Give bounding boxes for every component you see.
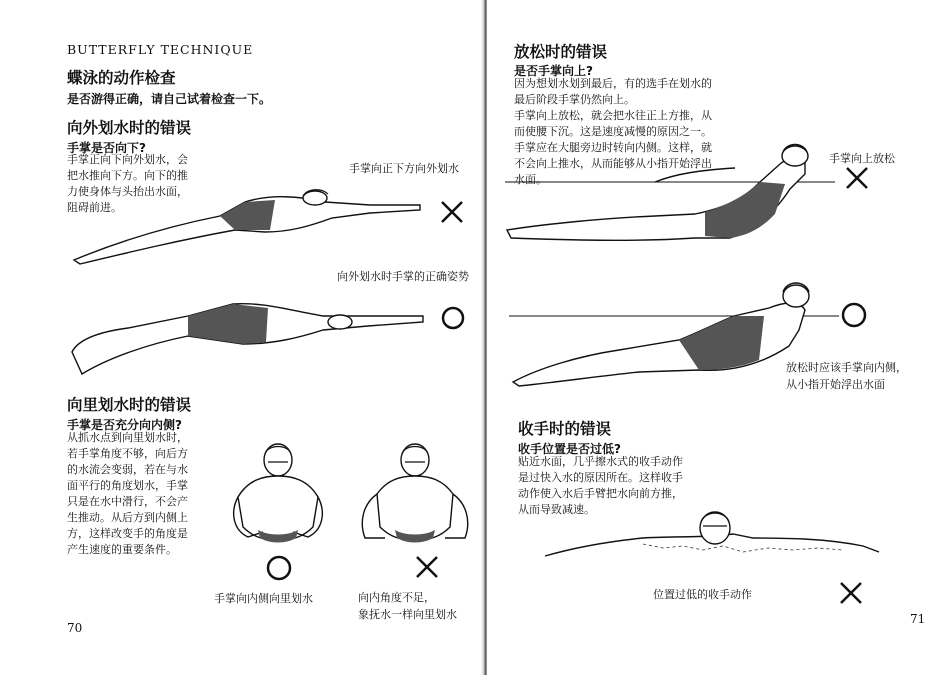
- section-heading-recovery-release: 放松时的错误: [514, 43, 608, 61]
- caption-palm-down: 手掌向正下方向外划水: [349, 162, 459, 175]
- right-page: [487, 0, 950, 675]
- swimmer-front-view-wrong: [355, 442, 475, 552]
- cross-mark-icon: [415, 555, 439, 579]
- page-number-left: 70: [67, 621, 83, 635]
- circle-mark-icon: [266, 555, 292, 581]
- caption-low-recovery: 位置过低的收手动作: [653, 588, 752, 601]
- swimmer-illustration-palm-down: [70, 180, 430, 265]
- circle-mark-icon: [441, 306, 465, 330]
- body-text-insweep: 从抓水点到向里划水时， 若手掌角度不够，向后方 的水流会变弱，若在与水 面平行的角度划水，手掌 只是在水中滑行，不会产 生推动。从后方到内侧上 方，这样改变手的角度是 产生速度的重要条件。: [67, 431, 188, 556]
- page-number-right: 71: [910, 612, 926, 626]
- circle-mark-icon: [841, 302, 867, 328]
- section-heading-insweep: 向里划水时的错误: [67, 396, 192, 414]
- question-outsweep: 手掌是否向下?: [67, 141, 146, 155]
- cross-mark-icon: [845, 166, 869, 190]
- caption-insufficient-angle: 向内角度不足， 象抚水一样向里划水: [358, 591, 457, 621]
- swimmer-illustration-palm-up: [505, 134, 835, 244]
- swimmer-illustration-outsweep-correct: [68, 292, 430, 377]
- cross-mark-icon: [839, 581, 863, 605]
- swimmer-illustration-low-recovery: [543, 508, 883, 566]
- section-heading-outsweep: 向外划水时的错误: [67, 119, 192, 137]
- page-title: 蝶泳的动作检查: [67, 69, 176, 87]
- body-text-release: 因为想划水划到最后，有的选手在划水的 最后阶段手掌仍然向上。 手掌向上放松，就会把水往正上方推，从 而使腰下沉。这是速度减慢的原因之一。 手掌应在大腿旁边时转向内侧。这样，就 不会向上推水，从而能够从小指开始浮出 水面。: [514, 77, 712, 186]
- question-insweep: 手掌是否充分向内侧?: [67, 418, 182, 432]
- question-recovery-low: 收手位置是否过低?: [518, 442, 621, 456]
- caption-outsweep-correct: 向外划水时手掌的正确姿势: [337, 270, 469, 283]
- cross-mark-icon: [440, 200, 464, 224]
- caption-palm-inward-release: 放松时应该手掌向内侧， 从小指开始浮出水面: [786, 361, 907, 391]
- question-palm-up: 是否手掌向上?: [514, 64, 593, 78]
- caption-palm-up: 手掌向上放松: [829, 152, 895, 165]
- page-subtitle: 是否游得正确，请自己试着检查一下。: [67, 92, 272, 106]
- swimmer-front-view-correct: [218, 442, 338, 552]
- body-text-outsweep: 手掌正向下向外划水，会 把水推向下方。向下的推 力使身体与头抬出水面， 阻碍前进。: [67, 153, 188, 214]
- caption-palm-inward: 手掌向内侧向里划水: [214, 592, 313, 605]
- section-heading-recovery: 收手时的错误: [518, 420, 612, 438]
- body-text-recovery: 贴近水面，几乎擦水式的收手动作 是过快入水的原因所在。这样收手 动作使入水后手臂把水向前方推， 从而导致减速。: [518, 455, 683, 516]
- running-head: BUTTERFLY TECHNIQUE: [67, 42, 254, 57]
